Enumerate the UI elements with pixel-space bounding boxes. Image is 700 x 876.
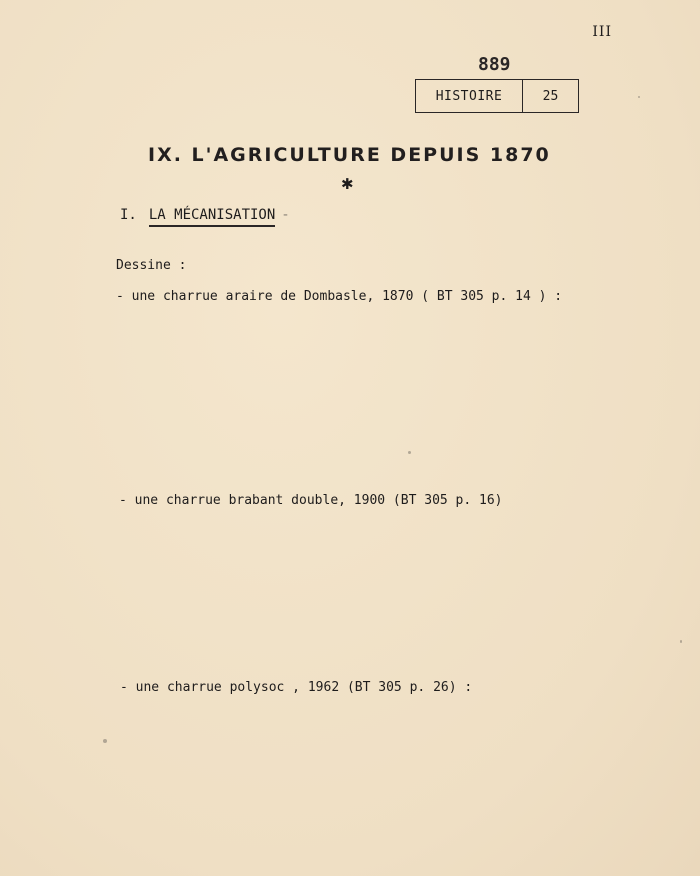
sheet-number: 25: [542, 88, 559, 104]
subject-label: HISTOIRE: [416, 80, 523, 112]
paper-speck: [638, 96, 640, 98]
paper-speck: [408, 451, 411, 454]
section-label: LA MÉCANISATION: [149, 207, 275, 227]
intro-text: Dessine :: [116, 258, 187, 273]
section-heading: [120, 207, 290, 227]
list-item: - une charrue araire de Dombasle, 1870 ( BT 305 p. 14 ) :: [116, 289, 563, 304]
subject-box: [415, 79, 579, 113]
section-number: I.: [120, 207, 137, 223]
section-trail: -: [281, 207, 290, 223]
paper-speck: [680, 640, 682, 643]
page-number: III: [592, 24, 612, 40]
list-item: - une charrue polysoc , 1962 (BT 305 p. 26) :: [120, 680, 473, 695]
ornament-star-icon: ✱: [341, 175, 354, 193]
list-item: - une charrue brabant double, 1900 (BT 305 p. 16): [119, 493, 503, 508]
page-title: IX. L'AGRICULTURE DEPUIS 1870: [148, 144, 551, 166]
paper-speck: [103, 739, 107, 743]
handwritten-number: 889: [478, 54, 511, 75]
